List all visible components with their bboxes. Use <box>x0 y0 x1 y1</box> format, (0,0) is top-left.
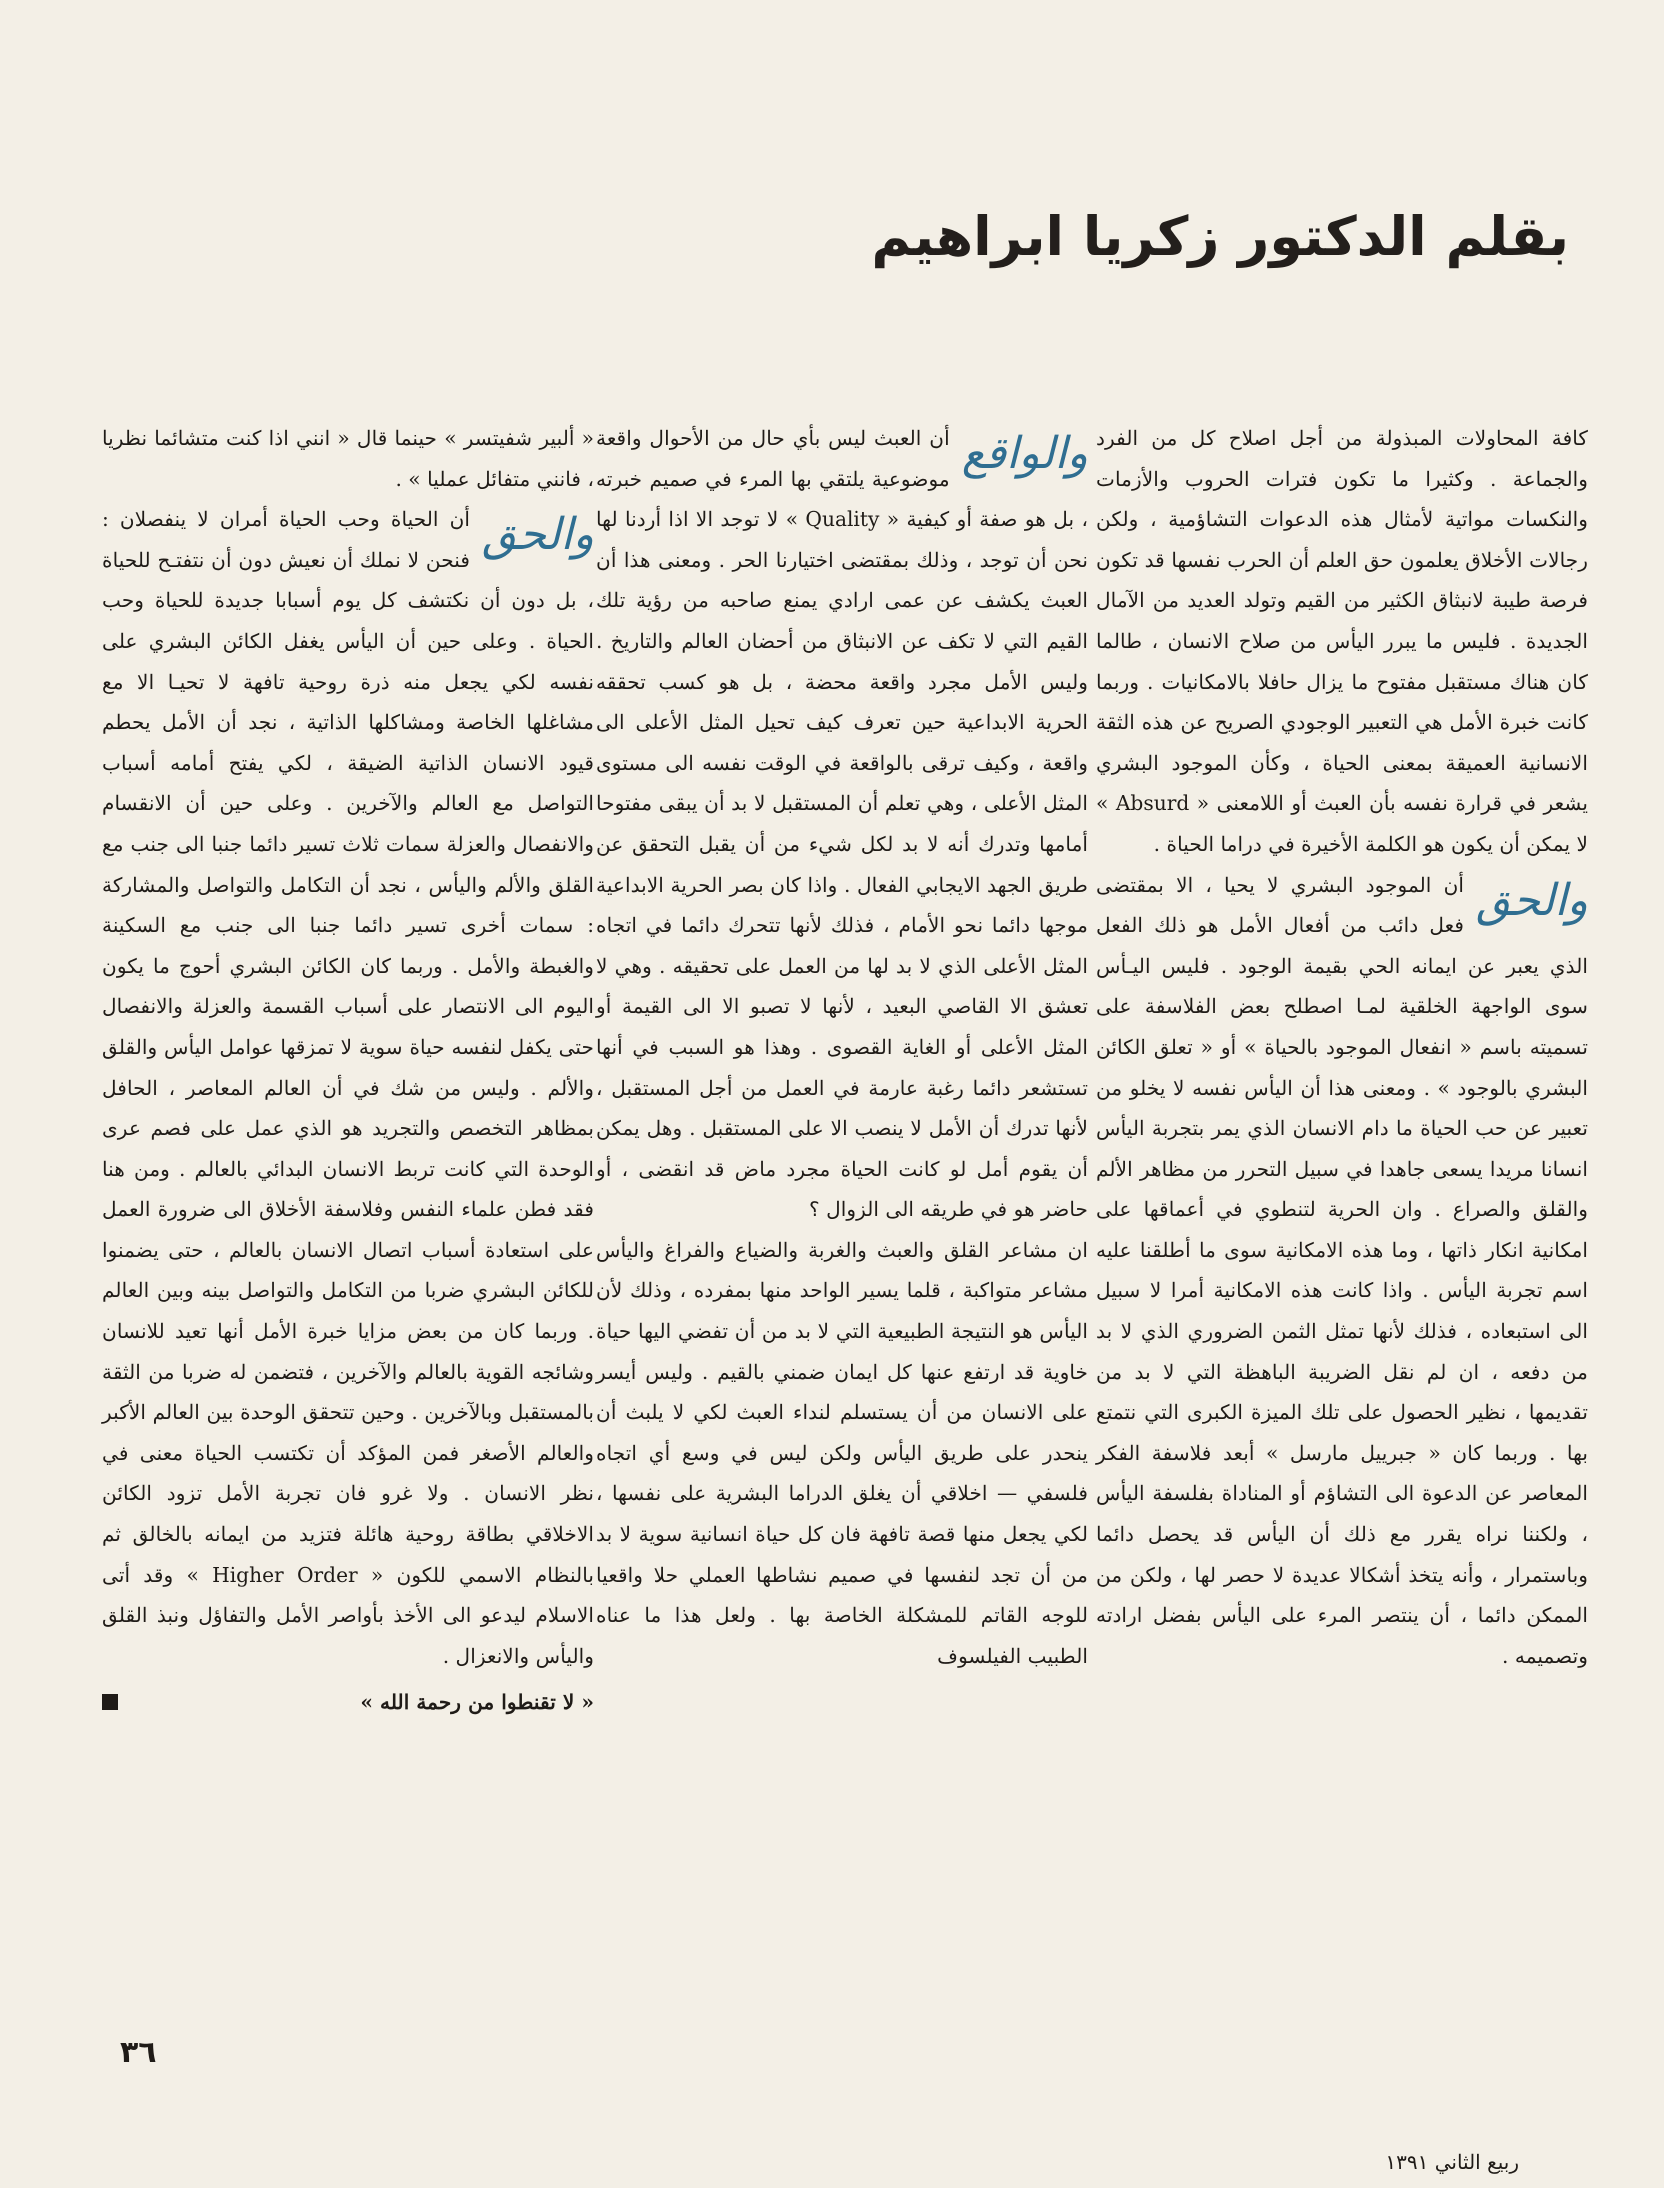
paragraph-with-headword <box>1096 865 1588 1677</box>
paragraph: ان مشاعر القلق والعبث والغربة والضياع والفراغ واليأس مشاعر متواكبة ، قلما يسير الواحد منها بمفرده ، وذلك لأن اليأس هو النتيجة الطبيعية التي لا بد من أن تفضي اليها حياة خاوية قد ارتفع عنها كل ايمان ضمني بالقيم . وليس أيسر على الانسان من أن يستسلم لنداء العبث لكي لا يلبث أن ينحدر على طريق اليأس ولكن ليس في وسع أي اتجاه فلسفي — اخلاقي أن يغلق الدراما البشرية على نفسها ، لكي يجعل منها قصة تافهة فان كل حياة انسانية سوية لا بد من أن تجد لنفسها في صميم نشاطها العملي حلا واقعيا للوجه القاتم للمشكلة الخاصة بها . ولعل هذا ما عناه الطبيب الفيلسوف <box>596 1237 1088 1668</box>
paragraph-with-headword <box>102 499 594 1676</box>
paragraph: كافة المحاولات المبذولة من أجل اصلاح كل من الفرد والجماعة . وكثيرا ما تكون فترات الحروب والأزمات والنكسات مواتية لأمثال هذه الدعوات التشاؤمية ، ولكن رجالات الأخلاق يعلمون حق العلم أن الحرب نفسها قد تكون فرصة طيبة لانبثاق الكثير من القيم وتولد العديد من الآمال الجديدة . فليس ما يبرر اليأس من صلاح الانسان ، طالما كان هناك مستقبل مفتوح ما يزال حافلا بالامكانيات . وربما كانت خبرة الأمل هي التعبير الوجودي الصريح عن هذه الثقة الانسانية العميقة بمعنى الحياة ، وكأن الموجود البشري يشعر في قرارة نفسه بأن العبث أو اللامعنى « Absurd » لا يمكن أن يكون هو الكلمة الأخيرة في دراما الحياة . <box>1096 426 1588 856</box>
closing-quote <box>102 1682 594 1723</box>
paragraph-text: أن الموجود البشري لا يحيا ، الا بمقتضى فعل دائب من أفعال الأمل هو ذلك الفعل الذي يعبر عن ايمانه الحي بقيمة الوجود . فليس اليـأس سوى الواجهة الخلقية لمـا اصطلح بعض الفلاسفة على تسميته باسم « انفعال الموجود بالحياة » أو « تعلق الكائن البشري بالوجود » . ومعنى هذا أن اليأس نفسه لا يخلو من تعبير عن حب الحياة ما دام الانسان الذي يمر بتجربة اليأس انسانا مريدا يسعى جاهدا في سبيل التحرر من مظاهر الألم والقلق والصراع . وان الحرية لتنطوي في أعماقها على امكانية انكار ذاتها ، وما هذه الامكانية سوى ما أطلقنا عليه اسم تجربة اليأس . واذا كانت هذه الامكانية أمرا لا سبيل الى استبعاده ، فذلك لأنها تمثل الثمن الضروري الذي لا بد من دفعه ، ان لم نقل الضريبة الباهظة التي لا بد من تقديمها ، نظير الحصول على تلك الميزة الكبرى التي نتمتع بها . وربما كان « جبرييل مارسل » أبعد فلاسفة الفكر المعاصر عن الدعوة الى التشاؤم أو المناداة بفلسفة اليأس ، ولكننا نراه يقرر مع ذلك أن اليأس قد يحصل دائما وباستمرار ، وأنه يتخذ أشكالا عديدة لا حصر لها ، ولكن من الممكن دائما ، أن ينتصر المرء على اليأس بفضل ارادته وتصميمه . <box>1096 872 1588 1668</box>
article-column-middle <box>596 418 1088 1676</box>
author-byline: بقلم الدكتور زكريا ابراهيم <box>871 205 1569 268</box>
issue-date-footer: ربيع الثاني ١٣٩١ <box>1385 2150 1519 2174</box>
article-column-right <box>1096 418 1588 1676</box>
paragraph-with-headword <box>596 418 1088 1230</box>
decorative-headword: والواقع <box>961 428 1088 479</box>
paragraph-text: أن الحياة وحب الحياة أمران لا ينفصلان : فنحن لا نملك أن نعيش دون أن نتفتـح للحياة ، بل دون أن نكتشف كل يوم أسبابا جديدة للحياة وحب الحياة . وعلى حين أن اليأس يغفل الكائن البشري على نفسه لكي يجعل منه ذرة روحية تافهة لا تحيـا الا مع مشاغلها الخاصة ومشاكلها الذاتية ، نجد أن الأمل يحطم قيود الانسان الذاتية الضيقة ، لكي يفتح أمامه أسباب التواصل مع العالم والآخرين . وعلى حين أن الانقسام والانفصال والعزلة سمات ثلاث تسير دائما جنبا الى جنب مع القلق والألم واليأس ، نجد أن التكامل والتواصل والمشاركة : سمات أخرى تسير دائما جنبا الى جنب مع السكينة والغبطة والأمل . وربما كان الكائن البشري أحوج ما يكون اليوم الى الانتصار على أسباب القسمة والعزلة والانفصال حتى يكفل لنفسه حياة سوية لا تمزقها عوامل اليأس والقلق والألم . وليس من شك في أن العالم المعاصر ، الحافل بمظاهر التخصص والتجريد هو الذي عمل على فصم عرى الوحدة التي كانت تربط الانسان البدائي بالعالم . ومن هنا فقد فطن علماء النفس وفلاسفة الأخلاق الى ضرورة العمل على استعادة أسباب اتصال الانسان بالعالم ، حتى يضمنوا للكائن البشري ضربا من التكامل والتواصل بينه وبين العالم . وربما كان من بعض مزايا خبرة الأمل أنها تعيد للانسان وشائجه القوية بالعالم والآخرين ، فتضمن له ضربا من الثقة بالمستقبل وبالآخرين . وحين تتحقق الوحدة بين العالم الأكبر والعالم الأصغر فمن المؤكد أن تكتسب الحياة معنى في نظر الانسان . ولا غرو فان تجربة الأمل تزود الكائن الاخلاقي بطاقة روحية هائلة فتزيد من ايمانه بالخالق ثم بالنظام الاسمي للكون « Higher Order » وقد أتى الاسلام ليدعو الى الأخذ بأواصر الأمل والتفاؤل ونبذ القلق واليأس والانعزال . <box>102 507 594 1668</box>
article-column-left <box>102 418 594 1723</box>
paragraph-text: أن العبث ليس بأي حال من الأحوال واقعة موضوعية يلتقي بها المرء في صميم خبرته ، بل هو صفة أو كيفية « Quality » لا توجد الا اذا أردنا لها نحن أن توجد ، وذلك بمقتضى اختيارنا الحر . ومعنى هذا أن العبث يكشف عن عمى ارادي يمنع صاحبه من رؤية تلك القيم التي لا تكف عن الانبثاق من أحضان العالم والتاريخ . وليس الأمل مجرد واقعة محضة ، بل هو كسب تحققه الحرية الابداعية حين تعرف كيف تحيل المثل الأعلى الى واقعة ، وكيف ترقى بالواقعة في الوقت نفسه الى مستوى المثل الأعلى ، وهي تعلم أن المستقبل لا بد أن يبقى مفتوحا أمامها وتدرك أنه لا بد لكل شيء من أن يقبل التحقق عن طريق الجهد الايجابي الفعال . واذا كان بصر الحرية الابداعية موجها دائما نحو الأمام ، فذلك لأنها تتحرك دائما في اتجاه المثل الأعلى الذي لا بد لها من العمل على تحقيقه . وهي لا تعشق الا القاصي البعيد ، لأنها لا تصبو الا الى القيمة أو المثل الأعلى أو الغاية القصوى . وهذا هو السبب في أنها تستشعر دائما رغبة عارمة في العمل من أجل المستقبل ، لأنها تدرك أن الأمل لا ينصب الا على المستقبل . وهل يمكن أن يقوم أمل لو كانت الحياة مجرد ماض قد انقضى ، أو حاضر هو في طريقه الى الزوال ؟ <box>596 426 1088 1222</box>
page-number: ٣٦ <box>120 2035 157 2070</box>
quote-text: « لا تقنطوا من رحمة الله » <box>360 1690 594 1715</box>
decorative-headword: والحق <box>482 509 594 561</box>
paragraph: « ألبير شفيتسر » حينما قال « انني اذا كنت متشائما نظريا ، فانني متفائل عمليا » . <box>102 426 594 491</box>
decorative-headword: والحق <box>1476 874 1588 926</box>
end-of-article-square-icon <box>102 1694 118 1710</box>
